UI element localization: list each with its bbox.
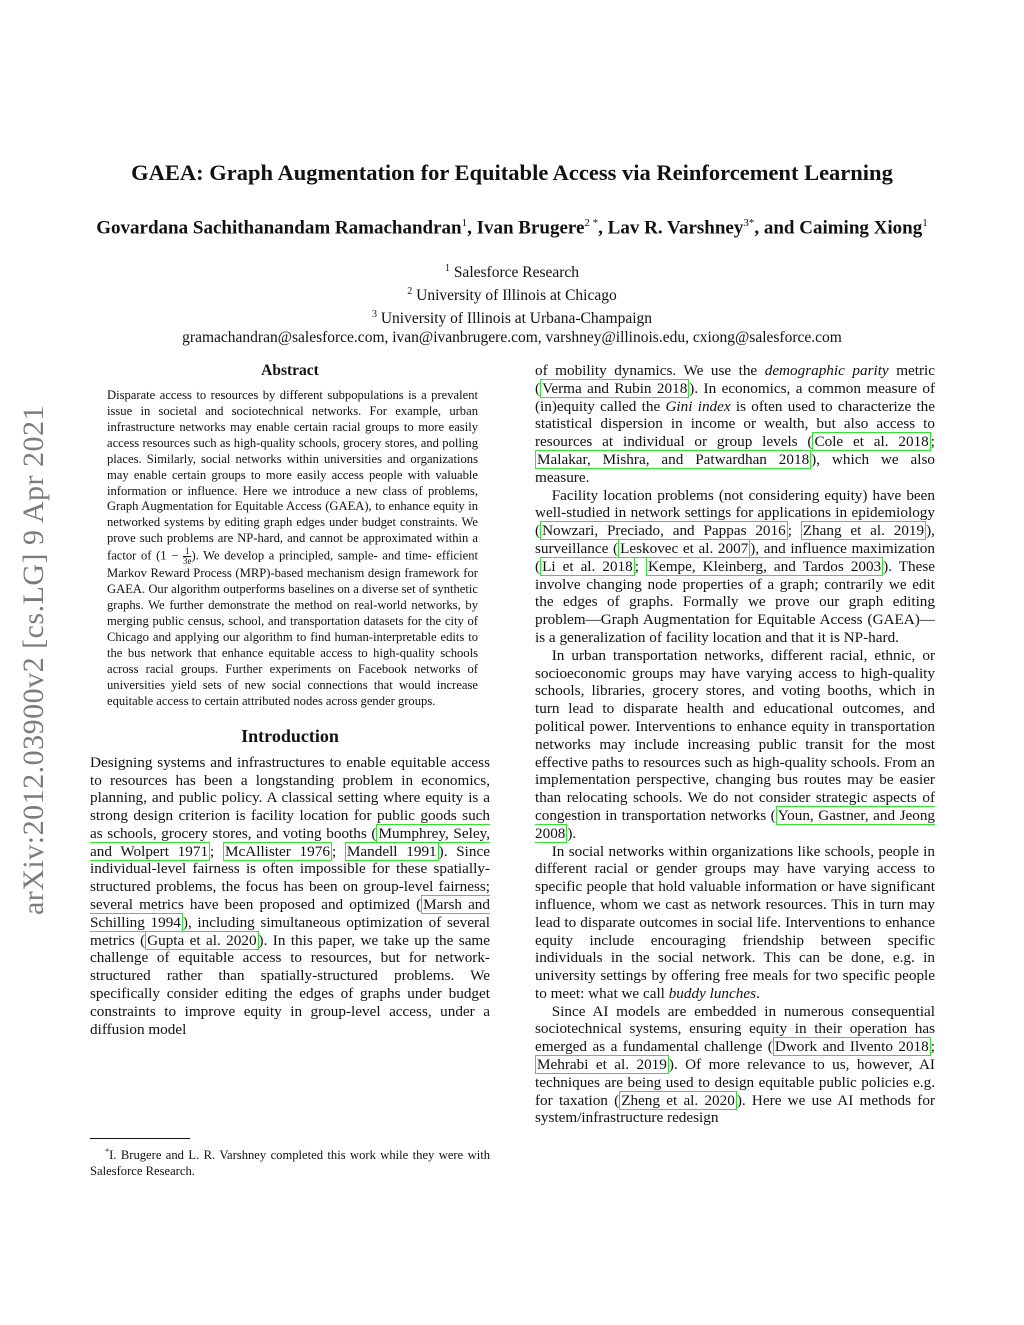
abstract-body: Disparate access to resources by different subpopulations is a prevalent issue in societal and sociotechnical networks. For example, urban infrastructure networks may enable certain racial groups to more easily access resources such as high-quality schools, grocery stores, and polling places. Similarly, social networks within universities and organizations may enable certain groups to more easily access people with valuable information or influence. Here we introduce a new class of problems, Graph Augmentation for Equitable Access (GAEA), to enhance equity in networked systems by editing graph edges under budget constraints. We prove such problems are NP-hard, and cannot be approximated within a factor of (1 − $\frac{1}{3e}$). We develop a principled, sample- and time- efficient Markov Reward Process (MRP)-based mechanism design framework for GAEA. Our algorithm outperforms baselines on a diverse set of synthetic graphs. We further demonstrate the method on real-world networks, by merging public census, school, and transportation datasets for the city of Chicago and applying our algorithm to find human-interpretable edits to the bus network that enhance equitable access to high-quality schools across racial groups. Further experiments on Facebook networks of universities yield sets of new social connections that would increase equitable access to certain attributed nodes across gender groups. bbox=[107, 387, 478, 708]
intro-paragraph-1: Designing systems and infrastructures to enable equitable access to resources has been a longstanding problem in economics, planning, and public policy. A classical setting where equity is a strong design criterion is facility location for public goods such as schools, grocery stores, and voting booths ( Mumphrey, Seley, and Wolpert 1971 ; McAllister 1976 ; Mandell 1991 ). Since individual-level fairness is often impossible for these spatially-structured problems, the focus has been on group-level fairness; several metrics have been proposed and optimized ( Marsh and Schilling 1994 ), including simultaneous optimization of several metrics ( Gupta et al. 2020 ). In this paper, we take up the same challenge of equitable access to resources, but for network-structured rather than spatially-structured problems. We specifically consider editing the edges of graphs under budget constraints to improve equity in group-level access, under a diffusion model bbox=[90, 753, 490, 1038]
citation-link[interactable]: Zheng et al. 2020 bbox=[621, 1091, 735, 1109]
citation-link[interactable]: Dwork and Ilvento 2018 bbox=[774, 1038, 929, 1056]
right-paragraph-1: Facility location problems (not considering equity) have been well-studied in network settings for applications in epidemiology ( Nowzari, Preciado, and Pappas 2016 ; Zhang et al. 2019 ), surveillance ( Leskovec et al. 2007 ), and influence maximization ( Li et al. 2018 ; Kempe, Kleinberg, and Tardos 2003 ). These involve changing node properties of a graph; contrarily we edit the edges of graphs. Formally we prove our graph editing problem—Graph Augmentation for Equitable Access (GAEA)—is a generalization of facility location and that it is NP-hard. bbox=[535, 486, 936, 646]
right-paragraph-0: of mobility dynamics. We use the demographic parity metric ( Verma and Rubin 2018 ). In economics, a common measure of (in)equity called the Gini index is often used to characterize the statistical dispersion in income or wealth, but also access to resources at individual or group levels ( Cole et al. 2018 ; Malakar, Mishra, and Patwardhan 2018 ), which we also measure. bbox=[535, 362, 936, 486]
citation-link[interactable]: Mandell 1991 bbox=[346, 842, 437, 860]
citation-link[interactable]: Marsh and Schilling 1994 bbox=[90, 896, 490, 931]
citation-link[interactable]: Zhang et al. 2019 bbox=[802, 522, 925, 540]
author-3: Lav R. Varshney bbox=[607, 217, 744, 239]
right-column bbox=[535, 362, 935, 1127]
affiliation-1: $^1$ Salesforce Research bbox=[444, 263, 580, 282]
author-2-affil: 2 * bbox=[584, 217, 599, 229]
abstract-heading: Abstract bbox=[261, 362, 319, 379]
arxiv-identifier bbox=[14, 360, 54, 960]
author-1: Govardana Sachithanandam Ramachandran bbox=[96, 217, 462, 239]
right-paragraph-3: In social networks within organizations like schools, people in different racial or gender groups may have varying access to specific people that hold valuable information or have significant influence, whom we cast as network resources. This in turn may lead to disparate outcomes in social life. Interventions to enhance equity include encouraging friendship between specific individuals in the social network. This can be done, e.g. in university settings by offering free meals for two specific people to meet: what we call buddy lunches. bbox=[535, 842, 935, 1002]
left-column bbox=[90, 362, 490, 1038]
citation-link[interactable]: Verma and Rubin 2018 bbox=[542, 379, 688, 397]
citation-link[interactable]: Cole et al. 2018 bbox=[814, 433, 929, 451]
author-emails: gramachandran@salesforce.com, ivan@ivanbrugere.com, varshney@illinois.edu, cxiong@salesforce.com bbox=[182, 329, 842, 347]
citation-link[interactable]: Malakar, Mishra, and Patwardhan 2018 bbox=[537, 450, 810, 468]
right-paragraph-2: In urban transportation networks, different racial, ethnic, or socioeconomic groups may have varying access to high-quality schools, libraries, grocery stores, and voting booths, which in turn lead to disparate health and educational outcomes, and political power. Interventions to enhance equity in transportation networks may include increasing public transit for the most effective paths to resources such as high-quality schools. From an implementation perspective, changing bus routes may be easier than relocating schools. We do not consider strategic aspects of congestion in transportation networks ( Youn, Gastner, and Jeong 2008 ). bbox=[535, 646, 936, 842]
author-4-affil: 1 bbox=[922, 217, 928, 229]
right-paragraph-4: Since AI models are embedded in numerous consequential sociotechnical systems, ensuring equity in their operation has emerged as a fundamental challenge ( Dwork and Ilvento 2018 ; Mehrabi et al. 2019 ). Of more relevance to us, however, AI techniques are being used to design equitable public policies e.g. for taxation ( Zheng et al. 2020 ). Here we use AI methods for system/infrastructure redesign bbox=[535, 1002, 935, 1127]
citation-link[interactable]: Li et al. 2018 bbox=[542, 557, 633, 575]
author-list: Govardana Sachithanandam Ramachandran$^1$, Ivan Brugere$^{2 *}$, Lav R. Varshney$^{3*}$, and Caiming Xiong$^1$ bbox=[96, 217, 928, 239]
author-2: Ivan Brugere bbox=[476, 217, 585, 239]
citation-link[interactable]: Gupta et al. 2020 bbox=[147, 931, 257, 949]
citation-link[interactable]: McAllister 1976 bbox=[225, 842, 330, 860]
citation-link[interactable]: Leskovec et al. 2007 bbox=[620, 539, 749, 557]
fraction-1-over-3e: $\frac{1}{3e}$ bbox=[182, 546, 192, 567]
footnote: *I. Brugere and L. R. Varshney completed this work while they were with Salesforce Research. bbox=[90, 1147, 490, 1179]
paper-title: GAEA: Graph Augmentation for Equitable Access via Reinforcement Learning bbox=[131, 160, 893, 185]
introduction-heading: Introduction bbox=[241, 725, 339, 746]
affiliation-3: $^3$ University of Illinois at Urbana-Champaign bbox=[371, 309, 653, 328]
author-3-affil: 3* bbox=[743, 217, 755, 229]
arxiv-identifier-text: arXiv:2012.03900v2 [cs.LG] 9 Apr 2021 bbox=[17, 404, 51, 916]
citation-link[interactable]: Mumphrey, Seley, and Wolpert 1971 bbox=[90, 824, 490, 860]
citation-link[interactable]: Nowzari, Preciado, and Pappas 2016 bbox=[542, 522, 786, 540]
citation-link[interactable]: Youn, Gastner, and Jeong 2008 bbox=[535, 806, 936, 842]
footnote-rule bbox=[90, 1138, 190, 1139]
citation-link[interactable]: Mehrabi et al. 2019 bbox=[537, 1056, 667, 1074]
author-4: and Caiming Xiong bbox=[763, 217, 923, 239]
author-1-affil: 1 bbox=[461, 217, 468, 229]
citation-link[interactable]: Kempe, Kleinberg, and Tardos 2003 bbox=[647, 557, 882, 575]
affiliations bbox=[90, 259, 934, 347]
affiliation-2: $^2$ University of Illinois at Chicago bbox=[407, 286, 617, 305]
